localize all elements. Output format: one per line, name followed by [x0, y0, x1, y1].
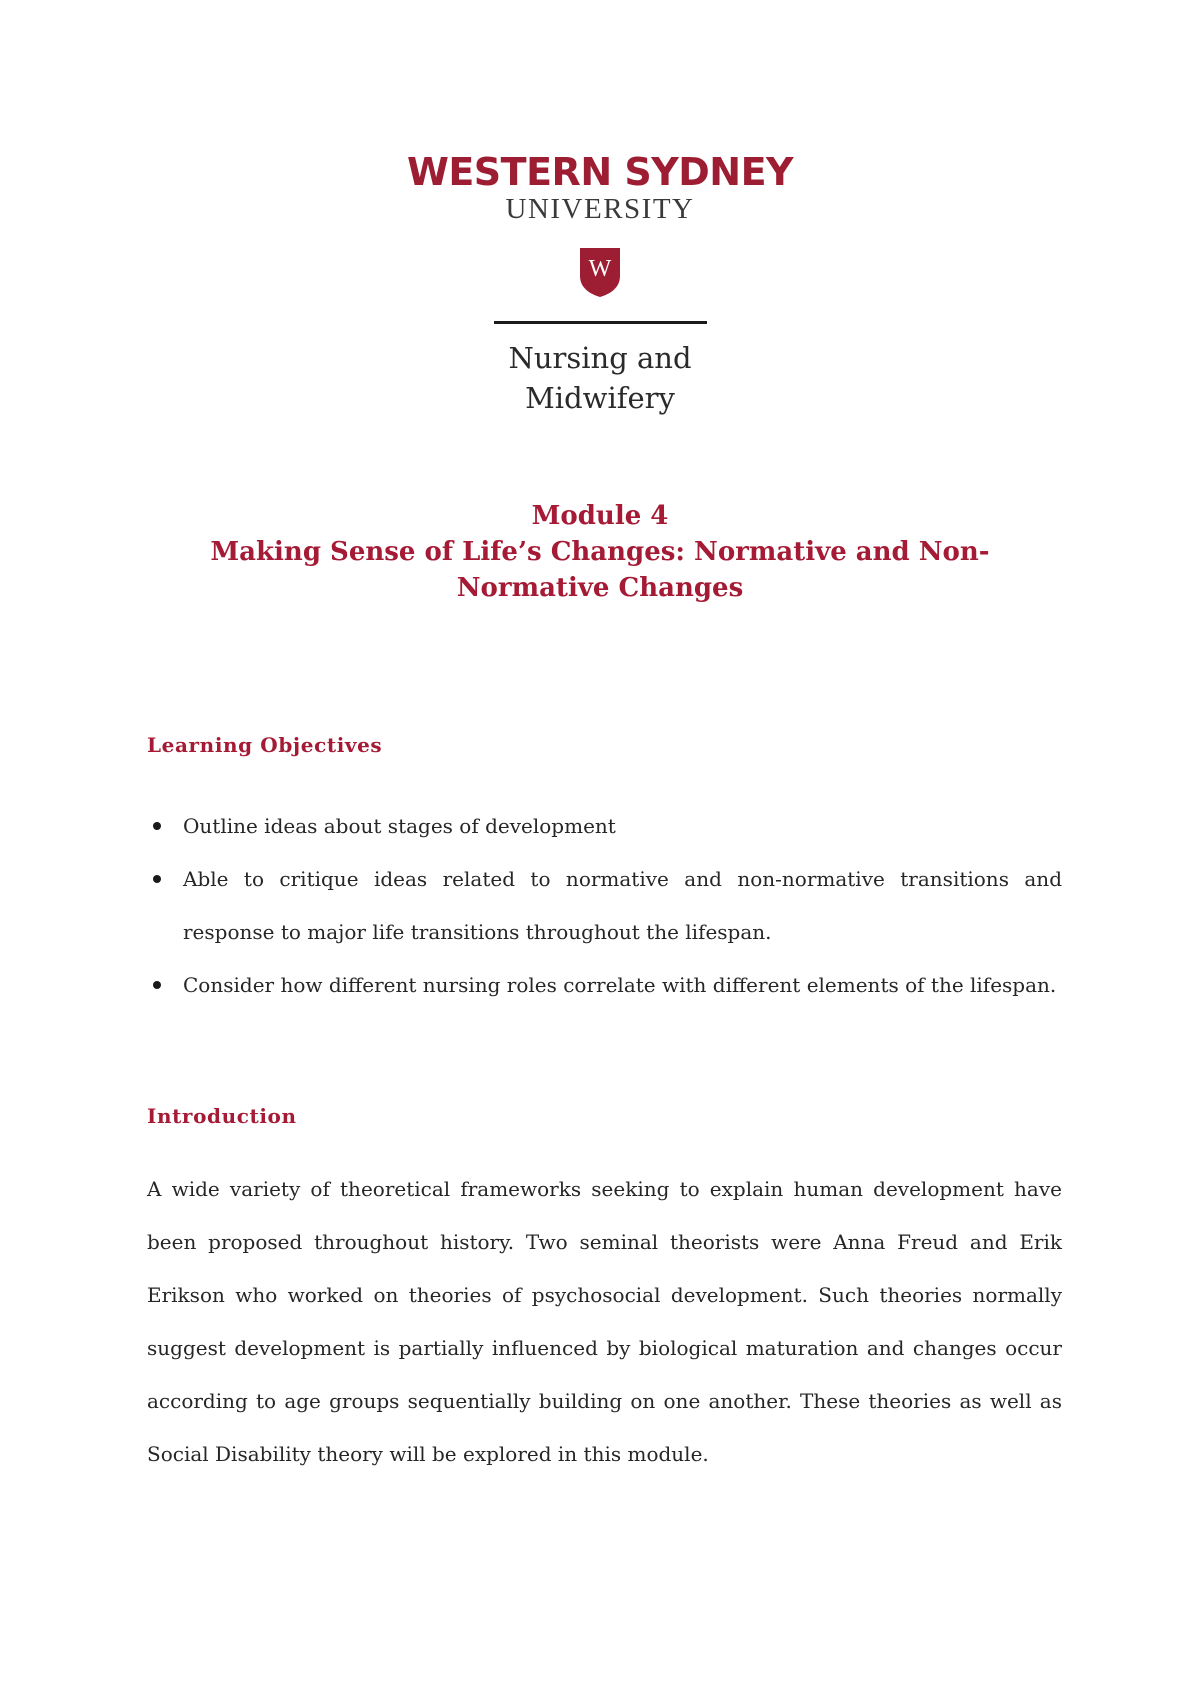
list-item-text: Consider how different nursing roles correlate with different elements of the lifespan. — [183, 973, 1057, 997]
module-title-block — [150, 498, 1050, 606]
logo-wordmark-line1: WESTERN SYDNEY — [406, 150, 794, 194]
faculty-name — [0, 338, 1200, 418]
list-item-text: Able to critique ideas related to normative and non-normative transitions and response to major life transitions throughout the lifespan. — [183, 867, 1062, 944]
logo-wordmark-line2: UNIVERSITY — [505, 193, 695, 225]
list-item — [147, 959, 1062, 1012]
learning-objectives-list — [147, 800, 1062, 1012]
list-item-text: Outline ideas about stages of development — [183, 814, 616, 838]
learning-objectives-heading: Learning Objectives — [147, 733, 383, 757]
university-logo — [0, 150, 1200, 418]
module-subtitle-line2: Normative Changes — [456, 573, 744, 603]
module-number: Module 4 — [531, 501, 669, 531]
introduction-paragraph: A wide variety of theoretical frameworks seeking to explain human development have been proposed throughout history. Two seminal theorists were Anna Freud and Erik Erikson who worked on theories of psychosocial development. Such theories normally suggest development is partially influenced by biological maturation and changes occur according to age groups sequentially building on one another. These theories as well as Social Disability theory will be explored in this module. — [147, 1177, 1062, 1466]
list-item — [147, 800, 1062, 853]
shield-icon — [578, 246, 622, 298]
introduction-heading: Introduction — [147, 1104, 297, 1128]
faculty-line2: Midwifery — [525, 381, 675, 415]
faculty-line1: Nursing and — [508, 341, 692, 375]
bullet-icon — [153, 822, 161, 830]
shield-letter: W — [588, 256, 612, 282]
list-item — [147, 853, 1062, 959]
bullet-icon — [153, 875, 161, 883]
module-subtitle-line1: Making Sense of Life’s Changes: Normative and Non- — [210, 537, 990, 567]
bullet-icon — [153, 981, 161, 989]
logo-divider — [494, 321, 707, 324]
